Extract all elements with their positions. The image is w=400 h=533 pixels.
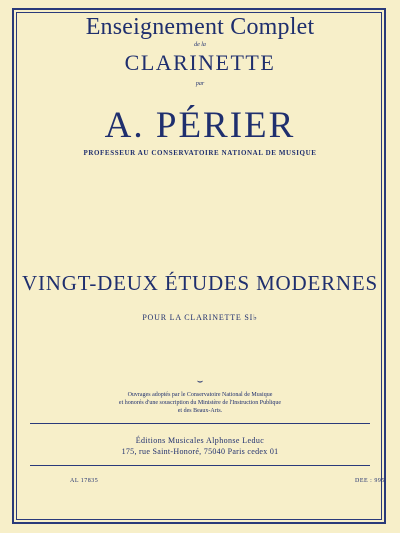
work-subtitle: POUR LA CLARINETTE SI♭ <box>142 313 258 322</box>
de-la-text: de la <box>194 42 206 48</box>
par-text: par <box>195 81 205 87</box>
notice-line-1: Ouvrages adoptés par le Conservatoire National de Musique <box>127 392 273 398</box>
publisher-name: Éditions Musicales Alphonse Leduc <box>135 436 265 445</box>
work-title: VINGT-DEUX ÉTUDES MODERNES <box>21 271 378 295</box>
instrument-title: CLARINETTE <box>124 50 276 75</box>
notice <box>0 391 400 415</box>
price-code: DEE : 995 <box>355 478 385 484</box>
author-title: PROFESSEUR AU CONSERVATOIRE NATIONAL DE MUSIQUE <box>83 149 317 157</box>
publisher-top-rule <box>30 423 370 424</box>
notice-line-3: et des Beaux-Arts. <box>177 408 223 414</box>
plate-number: AL 17835 <box>70 478 99 484</box>
notice-line-2: et honorés d'une souscription du Ministère de l'Instruction Publique <box>118 400 282 406</box>
author-name: A. PÉRIER <box>104 105 296 146</box>
ornament: ⌣ <box>196 376 204 387</box>
publisher-address: 175, rue Saint-Honoré, 75040 Paris cedex 01 <box>121 447 279 456</box>
publisher-bottom-rule <box>30 465 370 466</box>
series-title: Enseignement Complet <box>85 14 315 40</box>
